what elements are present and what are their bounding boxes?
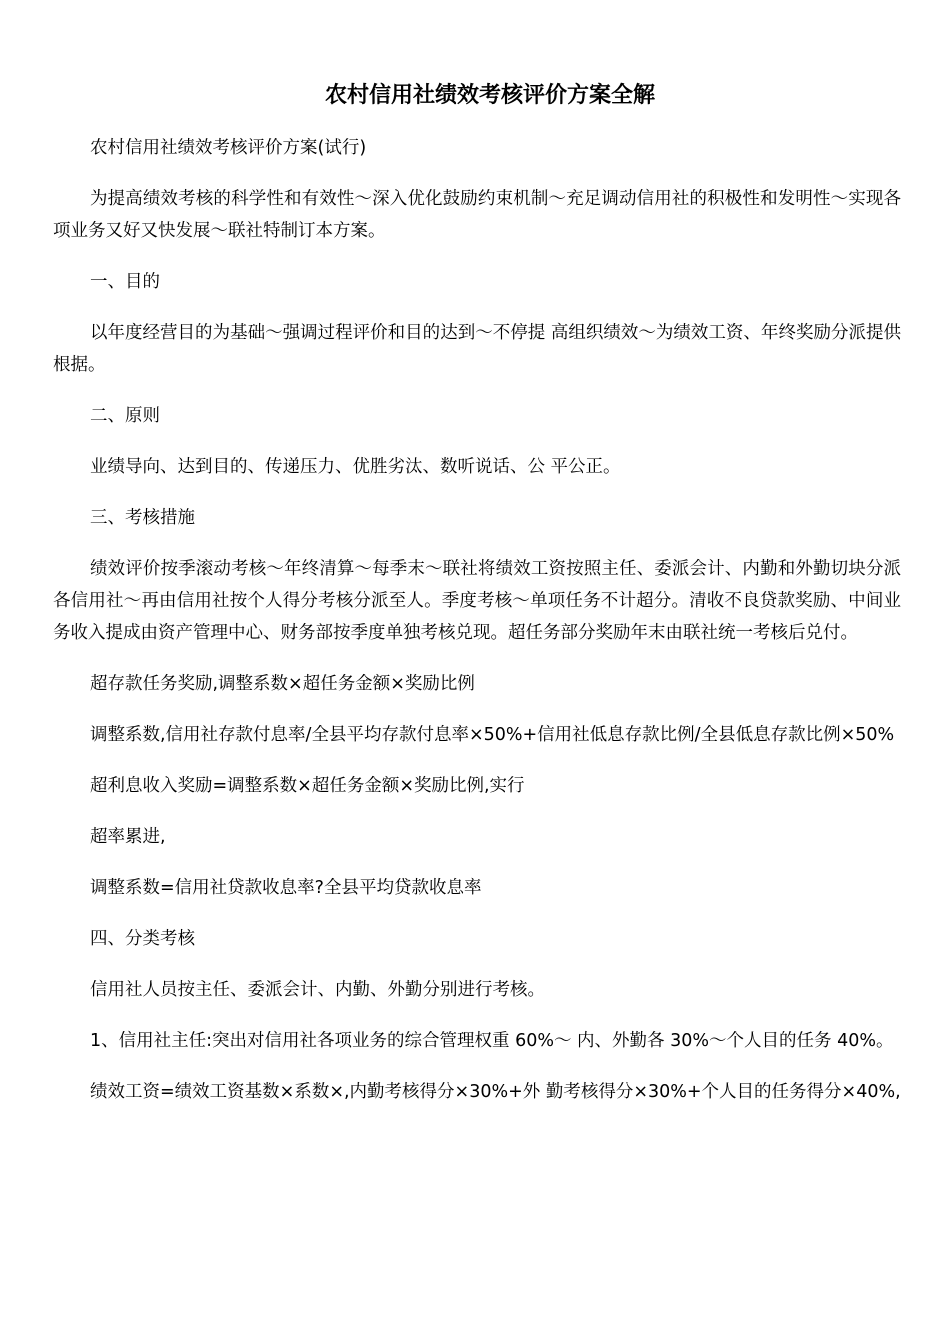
section-heading-principles: 二、原则	[90, 406, 160, 426]
paragraph-salary-formula: 绩效工资=绩效工资基数×系数×,内勤考核得分×30%+外 勤考核得分×30%+个人目的任务得分×40%,	[90, 1082, 901, 1102]
section-heading-purpose: 一、目的	[90, 272, 160, 292]
paragraph-intro: 为提高绩效考核的科学性和有效性～深入优化鼓励约束机制～充足调动信用社的积极性和发明性～实现各项业务又好又快发展～联社特制订本方案。	[53, 189, 901, 241]
document-body	[53, 132, 901, 1127]
paragraph-loan-coefficient: 调整系数=信用社贷款收息率?全县平均贷款收息率	[90, 878, 482, 898]
section-heading-classification: 四、分类考核	[90, 929, 195, 949]
paragraph-purpose: 以年度经营目的为基础～强调过程评价和目的达到～不停提 高组织绩效～为绩效工资、年终奖励分派提供根据。	[53, 323, 901, 375]
paragraph-principles: 业绩导向、达到目的、传递压力、优胜劣汰、数听说话、公 平公正。	[90, 457, 621, 477]
paragraph-progressive-rate: 超率累进,	[90, 827, 166, 847]
paragraph-classification: 信用社人员按主任、委派会计、内勤、外勤分别进行考核。	[90, 980, 545, 1000]
paragraph-deposit-reward: 超存款任务奖励,调整系数×超任务金额×奖励比例	[90, 674, 475, 694]
paragraph-subtitle: 农村信用社绩效考核评价方案(试行)	[90, 138, 367, 158]
document-title: 农村信用社绩效考核评价方案全解	[324, 83, 655, 108]
paragraph-interest-reward: 超利息收入奖励=调整系数×超任务金额×奖励比例,实行	[90, 776, 525, 796]
paragraph-director: 1、信用社主任:突出对信用社各项业务的综合管理权重 60%～ 内、外勤各 30%～个人目的任务 40%。	[90, 1031, 894, 1051]
paragraph-measures: 绩效评价按季滚动考核～年终清算～每季末～联社将绩效工资按照主任、委派会计、内勤和外勤切块分派各信用社～再由信用社按个人得分考核分派至人。季度考核～单项任务不计超分。清收不良贷款奖励、中间业务收入提成由资产管理中心、财务部按季度单独考核兑现。超任务部分奖励年末由联社统一考核后兑付。	[53, 559, 901, 643]
paragraph-deposit-coefficient: 调整系数,信用社存款付息率/全县平均存款付息率×50%+信用社低息存款比例/全县低息存款比例×50%	[90, 725, 895, 745]
section-heading-measures: 三、考核措施	[90, 508, 195, 528]
